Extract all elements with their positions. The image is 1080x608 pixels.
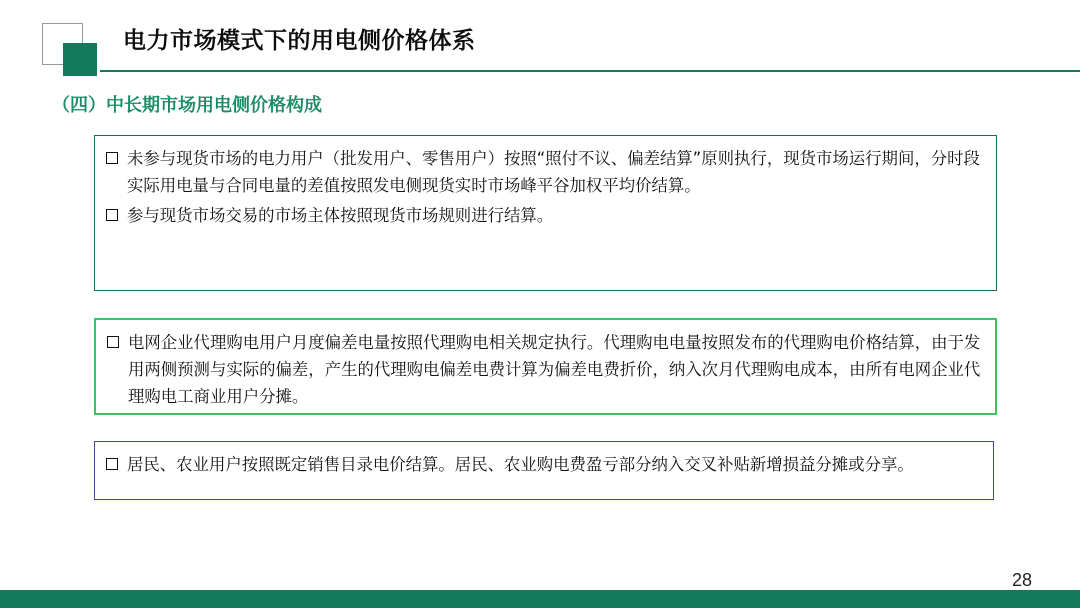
- footer-bar: [0, 590, 1080, 608]
- section-subtitle: （四）中长期市场用电侧价格构成: [52, 95, 322, 116]
- bullet-text: 参与现货市场交易的市场主体按照现货市场规则进行结算。: [127, 206, 554, 225]
- content-box-residential: [94, 441, 994, 500]
- bullet-text: 电网企业代理购电用户月度偏差电量按照代理购电相关规定执行。代理购电电量按照发布的代理购电价格结算，由于发用两侧预测与实际的偏差，产生的代理购电偏差电费计算为偏差电费折价，纳入次月代理购电成本，由所有电网企业代理购电工商业用户分摊。: [128, 333, 981, 406]
- page-title: 电力市场模式下的用电侧价格体系: [123, 28, 476, 54]
- bullet-item: [106, 329, 987, 410]
- content-box-grid-agency: [94, 318, 997, 415]
- square-bullet-icon: [106, 458, 118, 470]
- bullet-text: 未参与现货市场的电力用户（批发用户、零售用户）按照“照付不议、偏差结算”原则执行，现货市场运行期间，分时段实际用电量与合同电量的差值按照发电侧现货实时市场峰平谷加权平均价结算。: [127, 149, 980, 195]
- page-number: 28: [1012, 570, 1033, 590]
- bullet-item: [105, 451, 985, 478]
- bullet-text: 居民、农业用户按照既定销售目录电价结算。居民、农业购电费盈亏部分纳入交叉补贴新增损益分摊或分享。: [127, 455, 914, 474]
- square-bullet-icon: [107, 336, 119, 348]
- corner-decoration-square: [63, 43, 97, 76]
- square-bullet-icon: [106, 152, 118, 164]
- bullet-item: [105, 202, 988, 229]
- content-box-spot-market: [94, 135, 997, 291]
- title-divider: [100, 70, 1080, 72]
- square-bullet-icon: [106, 209, 118, 221]
- bullet-item: [105, 145, 988, 199]
